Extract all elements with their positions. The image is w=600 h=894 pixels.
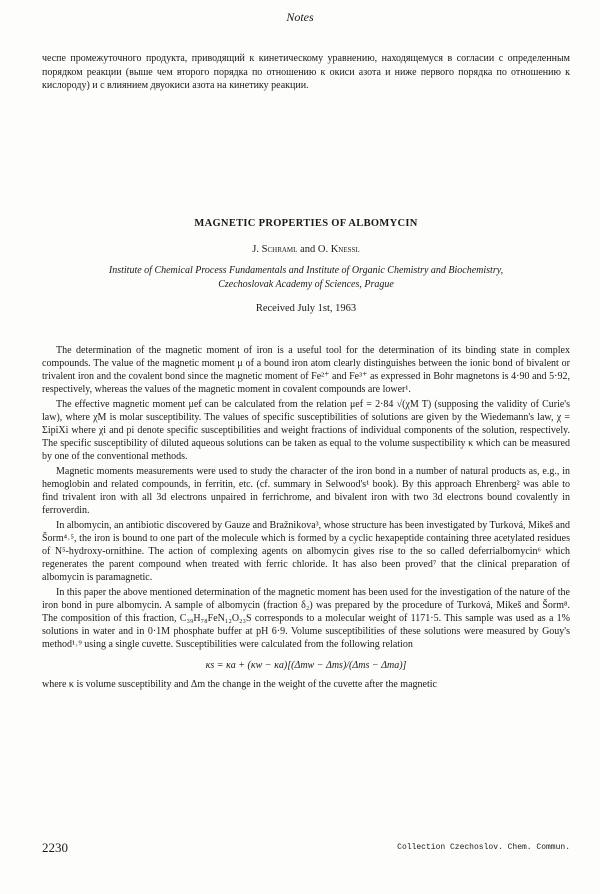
journal-name: Collection Czechoslov. Chem. Commun. bbox=[397, 843, 570, 852]
affiliation bbox=[42, 264, 570, 292]
author1-surname: Schraml bbox=[261, 244, 298, 255]
running-title: Notes bbox=[286, 10, 314, 24]
paragraph-4: In albomycin, an antibiotic discovered by Gauze and Bražnikova³, whose structure has been investigated by Turková, Mikeš and Šorm⁴˒⁵, the iron is bound to one part of the molecule which is formed by a cyclic hexapeptide containing three acetylated residues of N⁵-hydroxy-ornithine. The action of complexing agents on albomycin gives rise to the so called deferrialbomycin⁶ which regenerates the parent compound when treated with ferric chloride. It has also been proved⁷ that the clinical preparation of albomycin is paramagnetic. bbox=[42, 520, 570, 583]
author1-initial: J. bbox=[252, 244, 262, 255]
author2-surname: Knessl bbox=[330, 244, 360, 255]
affiliation-line-2: Czechoslovak Academy of Sciences, Prague bbox=[218, 279, 394, 290]
author2-initial: O. bbox=[317, 244, 331, 255]
paragraph-5: In this paper the above mentioned determination of the magnetic moment has been used for the investigation of the nature of the iron bond in pure albomycin. A sample of albomycin (fraction δ₂) was prepared by the procedure of Turková, Mikeš and Šorm⁸. The composition of this fraction, C₃₉H₇₈FeN₁₂O₂₃S corresponds to a molecular weight of 1171·5. This sample was used as a 1% solutions in water and in 0·1M phosphate buffer at pH 6·9. Volume susceptibilities of these solutions were measured by Gouy's method¹˒⁹ using a single cuvette. Susceptibilities were calculated from the following relation bbox=[42, 587, 570, 650]
susceptibility-formula: κs = κa + (κw − κa)[(Δmw − Δms)/(Δms − Δma)] bbox=[205, 660, 407, 671]
russian-abstract-tail: чеспе промежуточного продукта, приводящий к кинетическому уравнению, находящемуся в согласии с определенным порядком реакции (выше чем второго порядка по отношению к окиси азота и ниже первого порядка по отношению к кислороду) и с влиянием двуокиси азота на кинетику реакции. bbox=[42, 53, 570, 91]
author-conjunction: and bbox=[297, 244, 318, 255]
paragraph-2: The effective magnetic moment μef can be calculated from the relation μef = 2·84 √(χM T) (supposing the validity of Curie's law), where χM is molar susceptibility. The values of specific susceptibilities of solutions are given by the Wiedemann's law, χ = ΣipiΧi where χi and pi denote specific susceptibilities and weight fractions of individual components of the solution, respectively. The specific susceptibility of diluted aqueous solutions can be taken as equal to the volume suspectibility κ which can be measured by one of the conventional methods. bbox=[42, 399, 570, 462]
paragraph-continuation: where κ is volume susceptibility and Δm the change in the weight of the cuvette after the magnetic bbox=[42, 679, 437, 690]
paragraph-1: The determination of the magnetic moment of iron is a useful tool for the determination of its binding state in complex compounds. The value of the magnetic moment μ of a bound iron atom clearly distinguishes between the ionic bond of bivalent or trivalent iron and the covalent bond since the magnetic moment of Fe²⁺ and Fe³⁺ as expressed in Bohr magnetons is 4·90 and 5·92, respectively, whereas the values of the magnetic moment in covalent compounds are lower¹. bbox=[42, 345, 570, 395]
paragraph-3: Magnetic moments measurements were used to study the character of the iron bond in a number of natural products as, e.g., in hemoglobin and related compounds, in ferritin, etc. (cf. summary in Selwood's¹ book). By this approach Ehrenberg² was able to find trivalent iron with all 3d electrons unpaired in ferrichrome, and bivalent iron with two 3d electrons bound covalently in ferroverdin. bbox=[42, 466, 570, 516]
page-number: 2230 bbox=[42, 840, 68, 855]
page-footer bbox=[42, 840, 570, 860]
article-body bbox=[42, 344, 570, 693]
received-date: Received July 1st, 1963 bbox=[255, 303, 357, 314]
affiliation-line-1: Institute of Chemical Process Fundamentals and Institute of Organic Chemistry and Biochemistry, bbox=[108, 265, 504, 276]
authors bbox=[42, 244, 570, 255]
article-title: MAGNETIC PROPERTIES OF ALBOMYCIN bbox=[194, 218, 418, 229]
